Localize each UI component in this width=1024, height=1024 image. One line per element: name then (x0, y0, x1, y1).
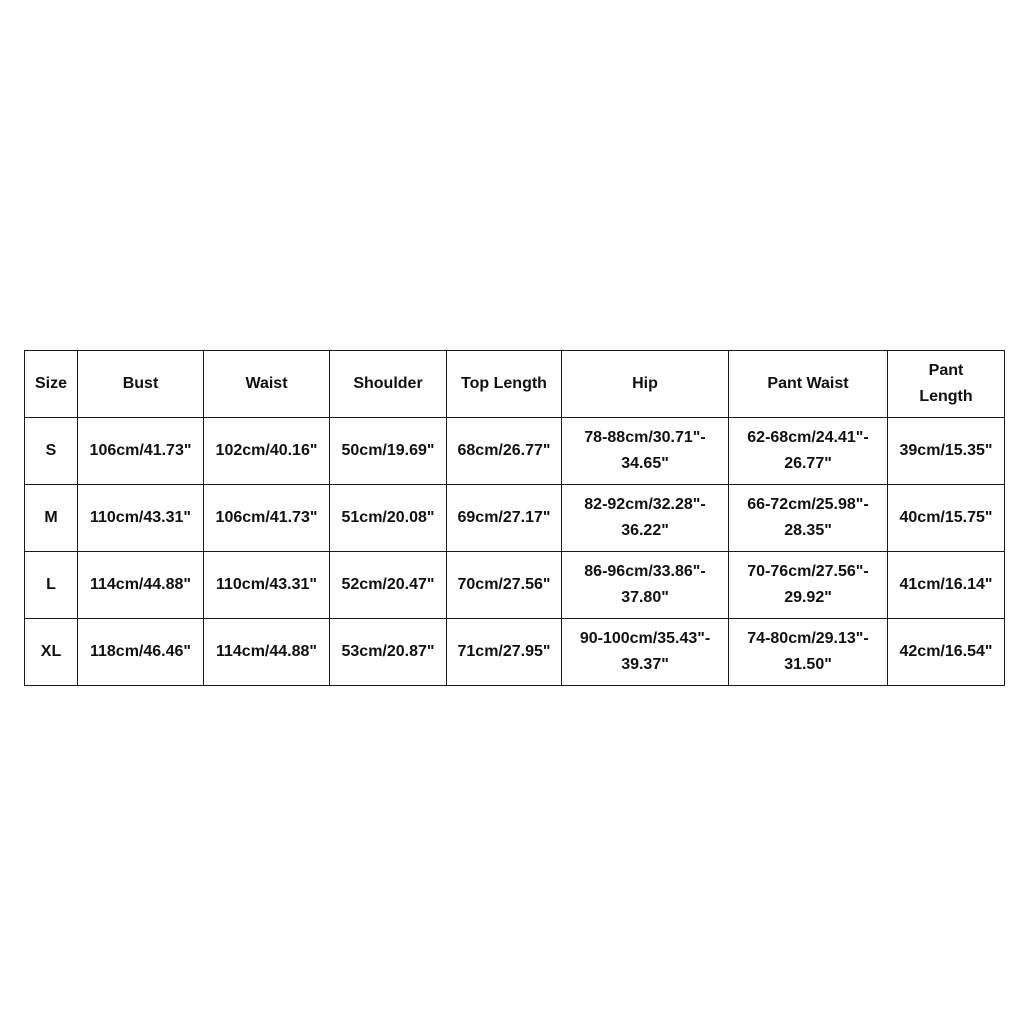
cell-hip: 78-88cm/30.71"- 34.65" (562, 418, 729, 485)
cell-shoulder: 53cm/20.87" (330, 619, 447, 686)
header-bust: Bust (78, 351, 204, 418)
cell-size: S (25, 418, 78, 485)
cell-pant-length: 39cm/15.35" (888, 418, 1005, 485)
cell-size: M (25, 485, 78, 552)
header-hip: Hip (562, 351, 729, 418)
cell-waist: 102cm/40.16" (204, 418, 330, 485)
cell-bust: 106cm/41.73" (78, 418, 204, 485)
cell-hip: 82-92cm/32.28"- 36.22" (562, 485, 729, 552)
cell-shoulder: 52cm/20.47" (330, 552, 447, 619)
cell-pant-waist: 62-68cm/24.41"- 26.77" (729, 418, 888, 485)
cell-size: XL (25, 619, 78, 686)
cell-waist: 110cm/43.31" (204, 552, 330, 619)
cell-shoulder: 50cm/19.69" (330, 418, 447, 485)
cell-bust: 118cm/46.46" (78, 619, 204, 686)
header-size: Size (25, 351, 78, 418)
cell-size: L (25, 552, 78, 619)
table-row-l (25, 552, 1005, 619)
header-row (25, 351, 1005, 418)
cell-hip: 90-100cm/35.43"- 39.37" (562, 619, 729, 686)
cell-bust: 114cm/44.88" (78, 552, 204, 619)
cell-waist: 114cm/44.88" (204, 619, 330, 686)
cell-pant-waist: 74-80cm/29.13"- 31.50" (729, 619, 888, 686)
cell-bust: 110cm/43.31" (78, 485, 204, 552)
cell-pant-waist: 70-76cm/27.56"- 29.92" (729, 552, 888, 619)
cell-pant-length: 42cm/16.54" (888, 619, 1005, 686)
cell-pant-length: 41cm/16.14" (888, 552, 1005, 619)
header-top-length: Top Length (447, 351, 562, 418)
header-pant-waist: Pant Waist (729, 351, 888, 418)
cell-top-length: 71cm/27.95" (447, 619, 562, 686)
header-pant-length: Pant Length (888, 351, 1005, 418)
cell-waist: 106cm/41.73" (204, 485, 330, 552)
cell-top-length: 68cm/26.77" (447, 418, 562, 485)
table-row-s (25, 418, 1005, 485)
cell-hip: 86-96cm/33.86"- 37.80" (562, 552, 729, 619)
table-row-xl (25, 619, 1005, 686)
cell-pant-length: 40cm/15.75" (888, 485, 1005, 552)
header-waist: Waist (204, 351, 330, 418)
table-row-m (25, 485, 1005, 552)
cell-shoulder: 51cm/20.08" (330, 485, 447, 552)
cell-top-length: 70cm/27.56" (447, 552, 562, 619)
cell-top-length: 69cm/27.17" (447, 485, 562, 552)
cell-pant-waist: 66-72cm/25.98"- 28.35" (729, 485, 888, 552)
size-chart-table (24, 350, 1005, 686)
header-shoulder: Shoulder (330, 351, 447, 418)
